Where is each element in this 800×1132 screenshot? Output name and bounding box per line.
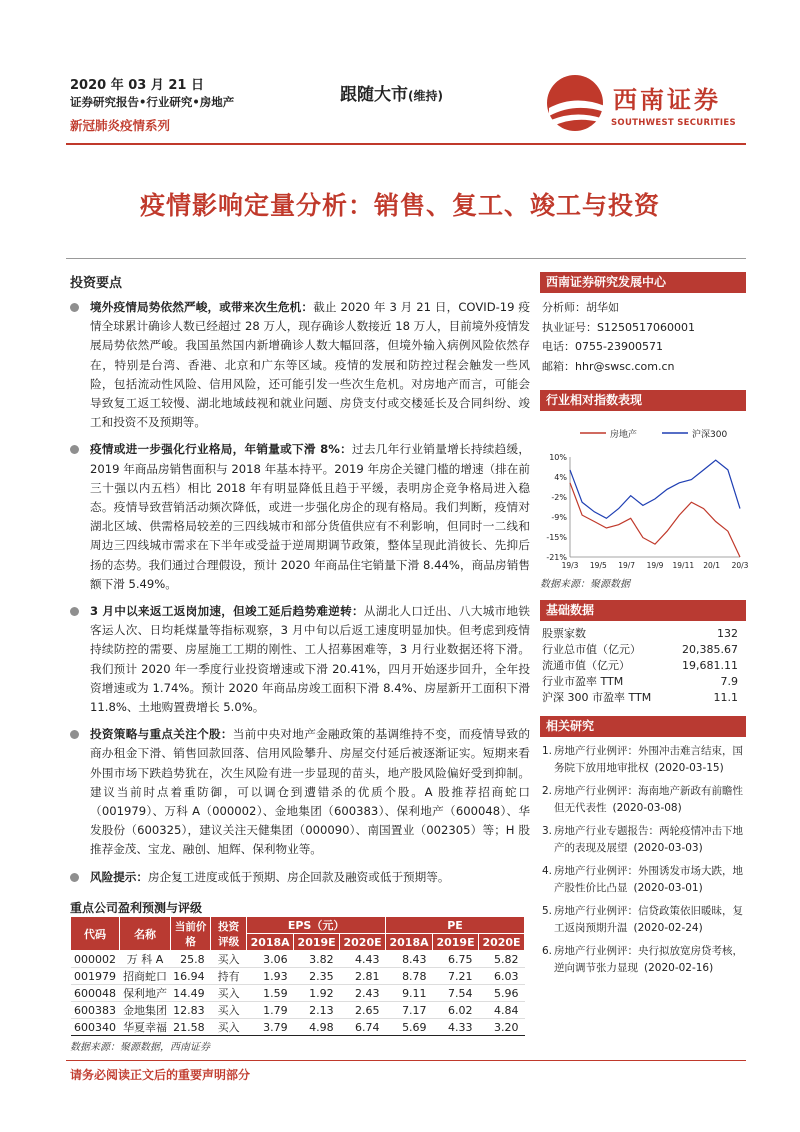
- report-series: 新冠肺炎疫情系列: [70, 118, 171, 133]
- table-cell: 9.11: [386, 985, 433, 1002]
- table-cell: 华夏幸福: [120, 1019, 171, 1036]
- related-item-number: 6.: [542, 945, 553, 957]
- table-cell: 买入: [211, 951, 247, 968]
- x-tick-label: 20/3: [731, 561, 749, 570]
- report-title: 疫情影响定量分析：销售、复工、竣工与投资: [139, 191, 660, 220]
- y-tick-label: 10%: [549, 453, 567, 462]
- point-3: [70, 602, 530, 717]
- table-cell: 12.83: [171, 1002, 211, 1019]
- related-item-number: 5.: [542, 905, 553, 917]
- table-source: 数据来源：聚源数据，西南证券: [70, 1042, 210, 1053]
- related-item-number: 2.: [542, 785, 553, 797]
- table-cell: 2.35: [294, 968, 340, 985]
- series-line: [570, 460, 740, 518]
- table-cell: 保利地产: [120, 985, 171, 1002]
- table-cell: 买入: [211, 985, 247, 1002]
- company-logo: [545, 72, 745, 134]
- table-cell: 000002: [71, 951, 120, 968]
- related-item-title: 房地产行业例评：外围冲击难言结束，国务院下放用地审批权: [554, 745, 743, 774]
- y-tick-label: -9%: [551, 513, 567, 522]
- basic-data-value: 19,681.11: [682, 658, 738, 672]
- footer-rule: [66, 1060, 746, 1061]
- table-cell: 16.94: [171, 968, 211, 985]
- x-tick-label: 20/1: [703, 561, 721, 570]
- forecast-table-heading: 重点公司盈利预测与评级: [70, 901, 203, 915]
- table-row: [71, 985, 525, 1002]
- basic-data-row: [540, 689, 746, 705]
- table-cell: 25.8: [171, 951, 211, 968]
- col-year: 2018A: [386, 934, 433, 951]
- table-cell: 4.43: [340, 951, 386, 968]
- basic-data-value: 7.9: [720, 674, 738, 688]
- table-cell: 4.98: [294, 1019, 340, 1036]
- col-year: 2018A: [247, 934, 294, 951]
- x-tick-label: 19/5: [589, 561, 607, 570]
- y-tick-label: -21%: [546, 553, 567, 562]
- point-2: [70, 440, 530, 594]
- point-text: 过去几年行业销量增长持续趋缓，2019 年商品房销售面积与 2018 年基本持平。2019 年房企关键门槛的增速（排在前三十强以内五档）相比 2018 年有明显降低且趋于平缓，表明房企竞争格局进入稳态。疫情导致营销活动频次降低，或进一步强化房企的现有格局。我们判断，疫情对湖北区域、供需格局较差的三四线城市和部分货值供应有不利影响，但同时一二线和周边三四线城市需求在下半年或受益于逆周期调节政策，整体呈现此消彼长、先抑后扬的态势。我们通过合理假设，预计 2020 年商品住宅销量下滑 8.44%，商品房销售额下滑 5.49%。: [90, 442, 530, 591]
- col-year: 2020E: [340, 934, 386, 951]
- rating-value: 跟随大市: [340, 85, 408, 105]
- col-year: 2019E: [433, 934, 479, 951]
- report-category: 证券研究报告•行业研究•房地产: [70, 95, 235, 109]
- related-item[interactable]: [540, 943, 746, 977]
- point-lead: 3 月中以来返工返岗加速，但竣工延后趋势难逆转：: [90, 604, 364, 619]
- logo-english: SOUTHWEST SECURITIES: [611, 118, 736, 128]
- table-cell: 持有: [211, 968, 247, 985]
- point-text: 房企复工进度或低于预期、房企回款及融资或低于预期等。: [147, 869, 450, 884]
- table-row: [71, 951, 525, 968]
- point-lead: 境外疫情局势依然严峻，或带来次生危机：: [90, 300, 314, 314]
- point-1: [70, 298, 530, 432]
- related-item-title: 房地产行业例评：央行拟放宽房贷考核，逆向调节张力显现: [554, 945, 743, 974]
- related-item[interactable]: [540, 783, 746, 817]
- table-cell: 8.78: [386, 968, 433, 985]
- table-cell: 4.33: [433, 1019, 479, 1036]
- basic-data-row: [540, 657, 746, 673]
- table-cell: 万 科 A: [120, 951, 171, 968]
- legend-label: 沪深300: [692, 430, 728, 440]
- related-item-number: 1.: [542, 745, 553, 757]
- bullet-icon: [70, 303, 79, 312]
- series-line: [570, 483, 740, 557]
- table-cell: 1.79: [247, 1002, 294, 1019]
- basic-data-row: [540, 625, 746, 641]
- basic-data-value: 11.1: [713, 690, 738, 704]
- analyst-license: 执业证号：S1250517060001: [542, 320, 695, 334]
- summary-heading: 投资要点: [70, 276, 123, 291]
- table-row: [71, 1019, 525, 1036]
- relative-index-chart: [540, 411, 749, 571]
- table-cell: 600383: [71, 1002, 120, 1019]
- bullet-icon: [70, 445, 79, 454]
- table-cell: 600340: [71, 1019, 120, 1036]
- related-item-date: (2020-03-15): [654, 762, 724, 774]
- related-item[interactable]: [540, 743, 746, 777]
- table-cell: 6.02: [433, 1002, 479, 1019]
- report-date: 2020 年 03 月 21 日: [70, 78, 204, 93]
- table-cell: 7.54: [433, 985, 479, 1002]
- legend-label: 房地产: [610, 430, 638, 440]
- basic-data-box: [540, 600, 746, 705]
- related-research-title: 相关研究: [540, 716, 746, 737]
- table-cell: 1.93: [247, 968, 294, 985]
- analyst-box: [540, 272, 746, 376]
- related-item-date: (2020-02-16): [644, 962, 714, 974]
- bullet-icon: [70, 607, 79, 616]
- table-cell: 6.75: [433, 951, 479, 968]
- basic-data-label: 股票家数: [542, 627, 586, 640]
- table-cell: 金地集团: [120, 1002, 171, 1019]
- col-rating: 投资评级: [211, 917, 247, 951]
- x-tick-label: 19/11: [672, 561, 695, 570]
- related-item-date: (2020-03-08): [612, 802, 682, 814]
- col-name: 名称: [120, 917, 171, 951]
- research-center-bar: 西南证券研究发展中心: [540, 272, 746, 293]
- related-item[interactable]: [540, 903, 746, 937]
- table-cell: 3.20: [479, 1019, 525, 1036]
- table-cell: 600048: [71, 985, 120, 1002]
- forecast-table: [70, 916, 525, 1036]
- related-item-title: 房地产行业例评：海南地产新政有前瞻性但无代表性: [554, 785, 743, 814]
- table-cell: 21.58: [171, 1019, 211, 1036]
- table-cell: 2.81: [340, 968, 386, 985]
- basic-data-table: [540, 625, 746, 705]
- y-tick-label: -2%: [551, 493, 567, 502]
- bullet-icon: [70, 730, 79, 739]
- header-rule: [66, 143, 746, 145]
- col-year: 2019E: [294, 934, 340, 951]
- point-lead: 疫情或进一步强化行业格局，年销量或下滑 8%：: [90, 442, 352, 457]
- table-cell: 7.21: [433, 968, 479, 985]
- analyst-email: 邮箱：hhr@swsc.com.cn: [542, 359, 675, 373]
- table-cell: 5.82: [479, 951, 525, 968]
- table-cell: 5.96: [479, 985, 525, 1002]
- basic-data-label: 流通市值（亿元）: [542, 659, 630, 672]
- table-cell: 买入: [211, 1002, 247, 1019]
- table-cell: 3.79: [247, 1019, 294, 1036]
- col-price: 当前价格: [171, 917, 211, 951]
- related-item-date: (2020-03-03): [633, 842, 703, 854]
- table-cell: 6.74: [340, 1019, 386, 1036]
- disclaimer-footer: 请务必阅读正文后的重要声明部分: [70, 1068, 251, 1082]
- table-cell: 4.84: [479, 1002, 525, 1019]
- related-item-date: (2020-02-24): [633, 922, 703, 934]
- col-year: 2020E: [479, 934, 525, 951]
- point-text: 从湖北人口迁出、八大城市地铁客运人次、日均耗煤量等指标观察，3 月中旬以后返工速度明显加快。但考虑到疫情持续防控的需要、房屋施工工期的刚性、工人招募困难等，3 月行业数据还将下滑。我们预计 2020 年一季度行业投资增速或下滑 20.41%，四月开始逐步回升，全年投资增速或为 1.74%。预计 2020 年商品房竣工面积下滑 8.4%、房屋新开工面积下滑 11.8%、土地购置费增长 5.0%。: [90, 604, 530, 715]
- analyst-name: 分析师：胡华如: [542, 301, 619, 314]
- table-row: [71, 1002, 525, 1019]
- basic-data-row: [540, 673, 746, 689]
- related-item-title: 房地产行业例评：外围诱发市场大跌，地产股性价比凸显: [554, 865, 743, 894]
- basic-data-row: [540, 641, 746, 657]
- chart-source: 数据来源：聚源数据: [540, 579, 630, 590]
- basic-data-title: 基础数据: [540, 600, 746, 621]
- col-code: 代码: [71, 917, 120, 951]
- related-item-title: 房地产行业例评：信贷政策依旧暖昧，复工返岗预期升温: [554, 905, 743, 934]
- rating-note: (维持): [408, 89, 443, 103]
- related-item-number: 3.: [542, 825, 553, 837]
- logo-mark-icon: [545, 72, 609, 134]
- point-text: 截止 2020 年 3 月 21 日，COVID-19 疫情全球累计确诊人数已经超过 28 万人，现存确诊人数接近 18 万人，目前境外疫情发展局势依然严峻。我国虽然国内新增确诊人数大幅回落，但境外输入病例风险依然存在，特别是台湾、香港、北京和广东等区域。疫情的发展和防控过程会触发一些风险，包括流动性风险、信用风险，还可能引发一些次生危机。对房地产而言，可能会导致复工返工较慢、湖北地域歧视和就业问题、房贷支付或交楼延长及合同纠纷、竣工和投资不及预期等。: [90, 300, 530, 430]
- table-cell: 001979: [71, 968, 120, 985]
- table-cell: 1.92: [294, 985, 340, 1002]
- table-cell: 2.13: [294, 1002, 340, 1019]
- y-tick-label: 4%: [554, 473, 567, 482]
- basic-data-label: 行业市盈率 TTM: [542, 675, 624, 688]
- related-item-title: 房地产行业专题报告：两轮疫情冲击下地产的表现及展望: [554, 825, 743, 854]
- col-eps: EPS（元）: [247, 917, 386, 934]
- bullet-icon: [70, 873, 79, 882]
- index-chart-title: 行业相对指数表现: [540, 390, 746, 411]
- table-cell: 8.43: [386, 951, 433, 968]
- point-4: [70, 725, 530, 859]
- related-item[interactable]: [540, 823, 746, 857]
- table-row: [71, 968, 525, 985]
- x-tick-label: 19/3: [561, 561, 579, 570]
- basic-data-value: 132: [717, 626, 738, 640]
- point-5: [70, 868, 530, 887]
- analyst-phone: 电话：0755-23900571: [542, 340, 663, 353]
- table-cell: 买入: [211, 1019, 247, 1036]
- col-pe: PE: [386, 917, 525, 934]
- related-item-date: (2020-03-01): [633, 882, 703, 894]
- table-cell: 2.43: [340, 985, 386, 1002]
- index-chart-box: [540, 390, 749, 590]
- related-item[interactable]: [540, 863, 746, 897]
- table-cell: 5.69: [386, 1019, 433, 1036]
- logo-chinese: 西南证券: [613, 86, 721, 114]
- point-lead: 投资策略与重点关注个股：: [90, 727, 233, 742]
- investment-points: [70, 298, 530, 895]
- table-cell: 2.65: [340, 1002, 386, 1019]
- x-tick-label: 19/9: [646, 561, 664, 570]
- table-cell: 6.03: [479, 968, 525, 985]
- industry-rating: [340, 80, 443, 105]
- table-cell: 1.59: [247, 985, 294, 1002]
- related-item-number: 4.: [542, 865, 553, 877]
- y-tick-label: -15%: [546, 533, 567, 542]
- point-lead: 风险提示：: [90, 869, 148, 884]
- table-cell: 7.17: [386, 1002, 433, 1019]
- basic-data-label: 沪深 300 市盈率 TTM: [542, 691, 652, 704]
- related-research-list: [540, 743, 746, 977]
- table-cell: 3.06: [247, 951, 294, 968]
- basic-data-value: 20,385.67: [682, 642, 738, 656]
- point-text: 当前中央对地产金融政策的基调维持不变，而疫情导致的商办租金下滑、销售回款回落、信用风险攀升、房屋交付延后被逐渐证实。短期来看外围市场下跌趋势犹在，次生风险有进一步显现的苗头，地产股风险偏好受到抑制。建议当前时点着重防御，可以调仓到遭错杀的优质个股。A 股推荐招商蛇口（001979）、万科 A（000002）、金地集团（600383）、保利地产（600048）、华发股份（600325），建议关注天健集团（000090）、南国置业（002305）等；H 股推荐金茂、宝龙、融创、旭辉、保利物业等。: [90, 727, 530, 857]
- table-cell: 14.49: [171, 985, 211, 1002]
- title-rule: [66, 258, 746, 259]
- basic-data-label: 行业总市值（亿元）: [542, 643, 641, 656]
- x-tick-label: 19/7: [618, 561, 636, 570]
- table-cell: 3.82: [294, 951, 340, 968]
- table-cell: 招商蛇口: [120, 968, 171, 985]
- related-research-box: [540, 716, 746, 983]
